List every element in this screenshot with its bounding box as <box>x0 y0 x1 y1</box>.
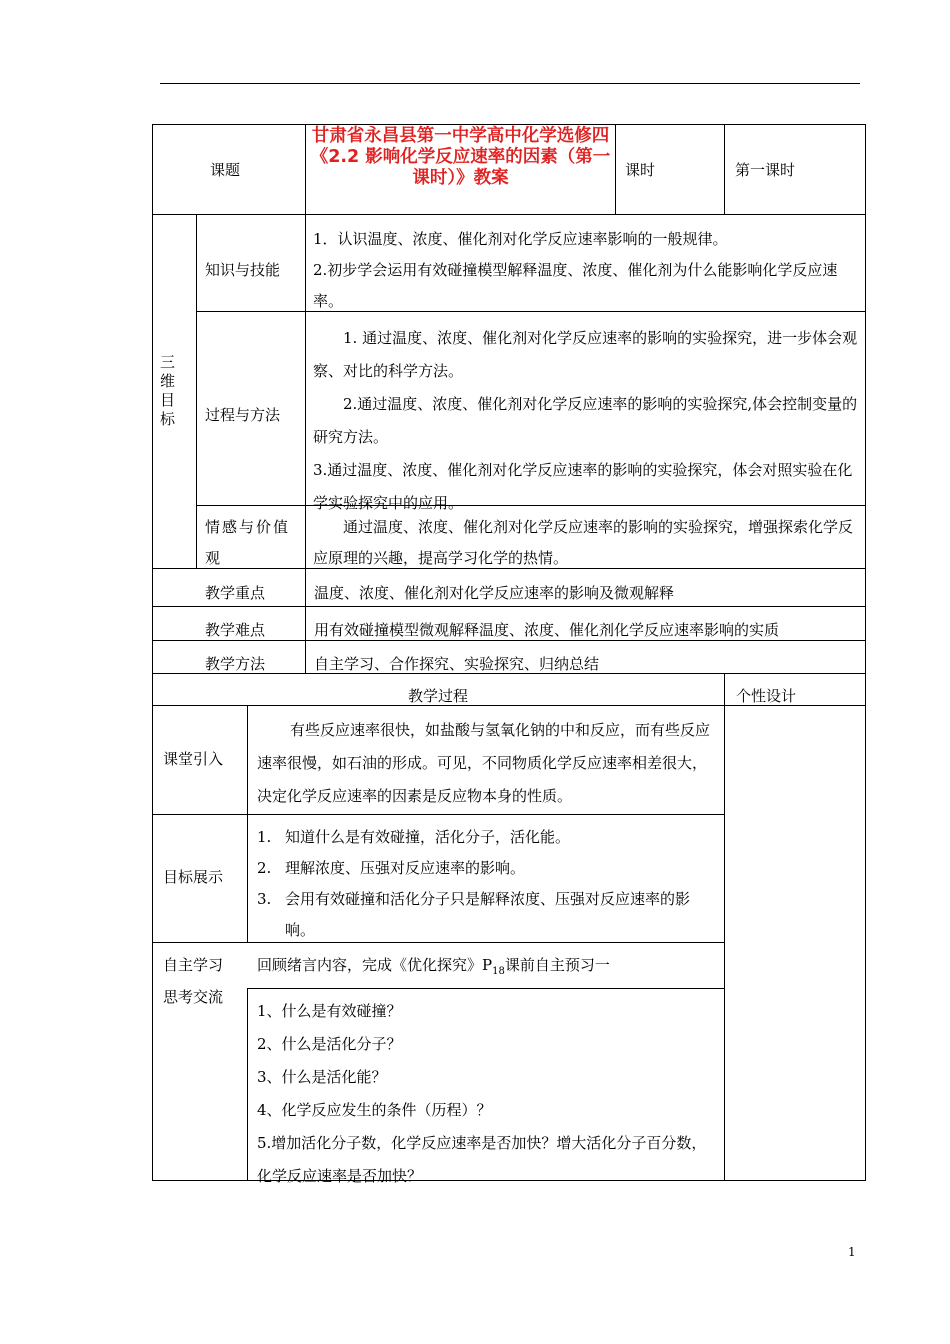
objective-item: 1. 知道什么是有效碰撞，活化分子，活化能。 <box>257 828 571 846</box>
knowledge-line: 2.初步学会运用有效碰撞模型解释温度、浓度、催化剂为什么能影响化学反应速率。 <box>313 261 838 310</box>
discussion-list <box>257 995 717 1193</box>
page-title: 甘肃省永昌县第一中学高中化学选修四《2.2 影响化学反应速率的因素（第一课时）》教案 <box>310 126 611 188</box>
discussion-item: 2、什么是活化分子？ <box>257 1035 402 1053</box>
header-rule <box>160 83 860 84</box>
emotion-content <box>313 512 858 574</box>
methods-label: 教学方法 <box>205 655 266 673</box>
process-content <box>313 322 858 520</box>
discussion-item: 4、化学反应发生的条件（历程）？ <box>257 1101 492 1119</box>
process-line: 2.通过温度、浓度、催化剂对化学反应速率的影响的实验探究,体会控制变量的研究方法。 <box>313 395 858 446</box>
emotion-line: 通过温度、浓度、催化剂对化学反应速率的影响的实验探究，增强探索化学反应原理的兴趣，提高学习化学的热情。 <box>313 518 854 567</box>
topic-label: 课题 <box>210 161 241 179</box>
discussion-item: 1、什么是有效碰撞？ <box>257 1002 402 1020</box>
process-line: 1. 通过温度、浓度、催化剂对化学反应速率的影响的实验探究，进一步体会观察、对比的科学方法。 <box>313 329 858 380</box>
difficulties-value: 用有效碰撞模型微观解释温度、浓度、催化剂化学反应速率影响的实质 <box>314 621 780 639</box>
self-study-label: 自主学习 <box>163 956 224 974</box>
emotion-label: 情感与价值观 <box>205 518 291 567</box>
process-label: 过程与方法 <box>205 406 281 424</box>
objective-item: 2. 理解浓度、压强对反应速率的影响。 <box>257 859 526 877</box>
process-header-label: 教学过程 <box>407 687 468 705</box>
self-study-text: 回顾绪言内容，完成《优化探究》$P_{18}$课前自主预习一 <box>257 956 610 977</box>
discussion-item: 3、什么是活化能？ <box>257 1068 387 1086</box>
methods-value: 自主学习、合作探究、实验探究、归纳总结 <box>314 655 600 673</box>
key-points-label: 教学重点 <box>205 584 266 602</box>
knowledge-line: 1．认识温度、浓度、催化剂对化学反应速率影响的一般规律。 <box>313 230 728 248</box>
period-value: 第一课时 <box>735 161 796 179</box>
knowledge-content <box>313 224 858 317</box>
process-line: 3.通过温度、浓度、催化剂对化学反应速率的影响的实验探究，体会对照实验在化学实验探究中的应用。 <box>313 461 853 512</box>
objective-item: 3. 会用有效碰撞和活化分子只是解释浓度、压强对反应速率的影响。 <box>257 890 691 939</box>
objectives-label: 目标展示 <box>163 868 224 886</box>
key-points-value: 温度、浓度、催化剂对化学反应速率的影响及微观解释 <box>314 584 675 602</box>
discussion-item: 5.增加活化分子数，化学反应速率是否加快？增大活化分子百分数，化学反应速率是否加快？ <box>257 1134 707 1185</box>
intro-label: 课堂引入 <box>163 750 224 768</box>
period-label: 课时 <box>625 161 656 179</box>
difficulties-label: 教学难点 <box>205 621 266 639</box>
goals-group-label: 三维目标 <box>160 353 176 428</box>
knowledge-label: 知识与技能 <box>205 261 281 279</box>
objectives-list <box>257 822 717 946</box>
discussion-label: 思考交流 <box>163 988 224 1006</box>
page-number: 1 <box>848 1245 856 1259</box>
intro-text: 有些反应速率很快，如盐酸与氢氧化钠的中和反应，而有些反应速率很慢，如石油的形成。可见，不同物质化学反应速率相差很大，决定化学反应速率的因素是反应物本身的性质。 <box>257 721 711 805</box>
personal-design-label: 个性设计 <box>736 687 797 705</box>
